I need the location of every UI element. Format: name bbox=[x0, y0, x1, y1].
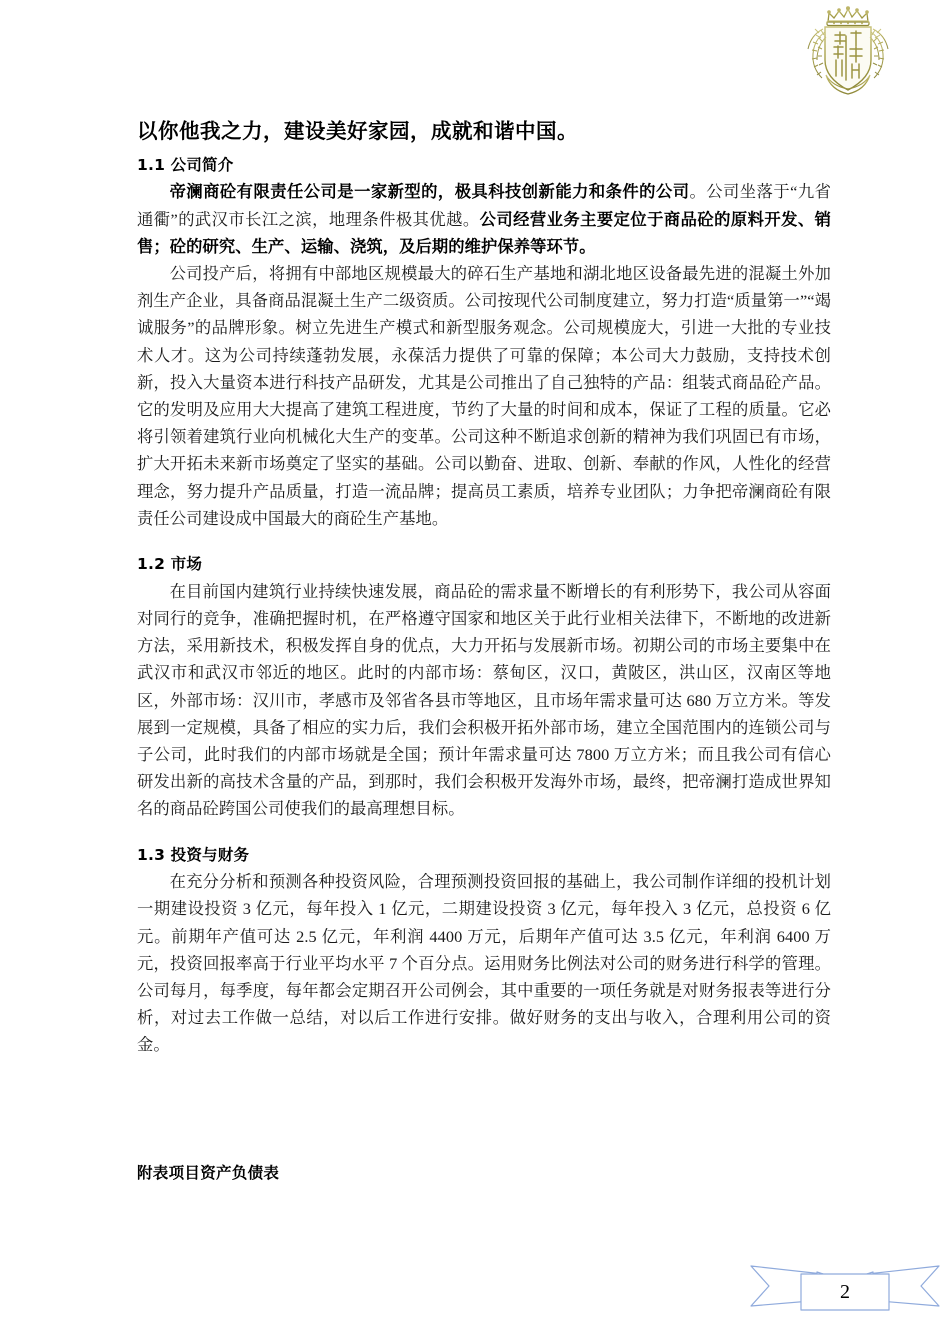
page-number-label: 2 bbox=[840, 1280, 850, 1303]
page-number-ribbon bbox=[745, 1258, 945, 1320]
document-body bbox=[137, 118, 831, 1059]
attachment-table-title: 附表项目资产负债表 bbox=[137, 1164, 280, 1182]
section-heading-1-1: 1.1 公司简介 bbox=[137, 155, 234, 174]
run-bold: 公司经营业务主要定位于商品砼的原料开发、销售；砼的研究、生产、运输、浇筑，及后期的维护保养等环节。 bbox=[137, 209, 831, 256]
paragraph-1-2-a: 在目前国内建筑行业持续快速发展，商品砼的需求量不断增长的有利形势下，我公司从容面对同行的竞争，准确把握时机，在严格遵守国家和地区关于此行业相关法律下，不断地的改进新方法，采用新技术，积极发挥自身的优点，大力开拓与发展新市场。初期公司的市场主要集中在武汉市和武汉市邻近的地区。此时的内部市场：蔡甸区，汉口，黄陂区，洪山区，汉南区等地区，外部市场：汉川市，孝感市及邻省各县市等地区，且市场年需求量可达 680 万立方米。等发展到一定规模，具备了相应的实力后，我们会积极开拓外部市场，建立全国范围内的连锁公司与子公司，此时我们的内部市场就是全国；预计年需求量可达 7800 万立方米；而且我公司有信心研发出新的高技术含量的产品，到那时，我们会积极开发海外市场，最终，把帝澜打造成世界知名的商品砼跨国公司使我们的最高理想目标。 bbox=[137, 581, 831, 819]
section-heading-1-2: 1.2 市场 bbox=[137, 555, 203, 573]
page-title: 以你他我之力，建设美好家园，成就和谐中国。 bbox=[137, 119, 578, 143]
paragraph-1-1-b: 公司投产后，将拥有中部地区规模最大的碎石生产基地和湖北地区设备最先进的混凝土外加剂生产企业，具备商品混凝土生产二级资质。公司按现代公司制度建立，努力打造“质量第一”“竭诚服务”的品牌形象。树立先进生产模式和新型服务观念。公司规模庞大，引进一大批的专业技术人才。这为公司持续蓬勃发展，永葆活力提供了可靠的保障；本公司大力鼓励，支持技术创新，投入大量资本进行科技产品研发，尤其是公司推出了自己独特的产品：组装式商品砼产品。它的发明及应用大大提高了建筑工程进度，节约了大量的时间和成本，保证了工程的质量。它必将引领着建筑行业向机械化大生产的变革。公司这种不断追求创新的精神为我们巩固已有市场，扩大开拓未来新市场奠定了坚实的基础。公司以勤奋、进取、创新、奉献的作风，人性化的经营理念，努力提升产品质量，打造一流品牌；提高员工素质，培养专业团队；力争把帝澜商砼有限责任公司建设成中国最大的商砼生产基地。 bbox=[137, 263, 831, 528]
paragraph-1-1-a bbox=[137, 178, 831, 260]
heraldic-crest-icon bbox=[798, 2, 898, 102]
run-bold: 帝澜商砼有限责任公司是一家新型的，极具科技创新能力和条件的公司 bbox=[169, 182, 690, 202]
section-heading-1-3: 1.3 投资与财务 bbox=[137, 845, 250, 864]
run-normal: 。公司坐落于“九省通衢”的武汉市长江之滨，地理条件极其优越。 bbox=[137, 182, 831, 229]
paragraph-1-3-a: 在充分分析和预测各种投资风险，合理预测投资回报的基础上，我公司制作详细的投机计划 一期建设投资 3 亿元，每年投入 1 亿元，二期建设投资 3 亿元，每年投入 3 亿元，总投资 6 亿元。前期年产值可达 2.5 亿元，年利润 4400 万元，后期年产值可达 3.5 亿元，年利润 6400 万元，投资回报率高于行业平均水平 7 个百分点。运用财务比例法对公司的财务进行科学的管理。公司每月，每季度，每年都会定期召开公司例会，其中重要的一项任务就是对财务报表等进行分析，对过去工作做一总结，对以后工作进行安排。做好财务的支出与收入，合理利用公司的资金。 bbox=[137, 872, 831, 1055]
page-header bbox=[0, 0, 950, 108]
